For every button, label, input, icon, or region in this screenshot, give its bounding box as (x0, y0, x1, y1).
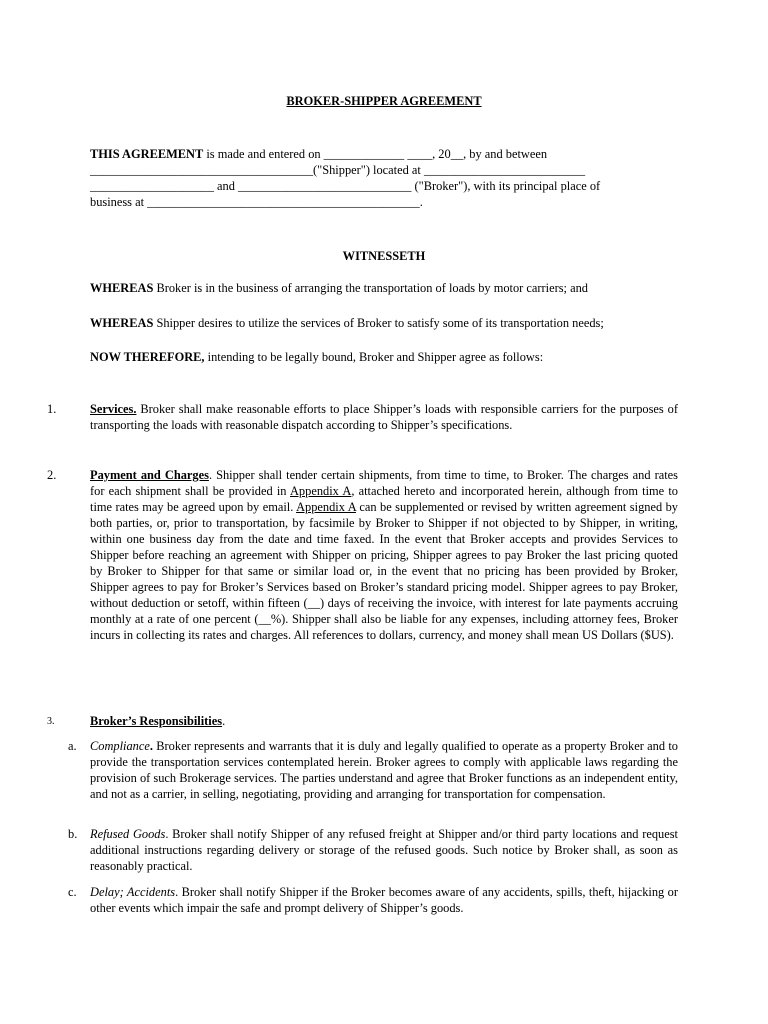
whereas-clause-1 (90, 280, 690, 296)
subsection-c-delay-accidents (90, 884, 678, 916)
section-2-number: 2. (47, 468, 57, 482)
section-3-heading-end: . (222, 714, 226, 728)
section-3-heading-line (90, 713, 678, 729)
subsection-b-refused-goods (90, 826, 678, 874)
intro-line-3: ____________________ and ____________________________ ("Broker"), with its principal place of (90, 179, 601, 193)
section-2-text-c: can be supplemented or revised by written agreement signed by both parties, or, prior to transportation, by facsimile by Broker to Shipper if not objected to by Shipper, in writing, within one business day from the date and time faxed. In the event that Broker accepts and provides Services to Shipper before reaching an agreement with Shipper on pricing, Shipper agrees to pay Broker the last pricing quoted by Broker to Shipper for that same or similar load or, in the event that no pricing has been provided by Broker, Shipper agrees to pay for Broker’s Services based on Broker’s standard pricing model. Shipper agrees to pay Broker, without deduction or setoff, within fifteen (__) days of receiving the invoice, with interest for late payments accruing monthly at a rate of one percent (__%). Shipper shall also be liable for any expenses, including attorney fees, Broker incurs in collecting its rates and charges. All references to dollars, currency, and money shall mean US Dollars ($US). (90, 500, 678, 642)
witnesseth-heading: WITNESSETH (342, 249, 426, 263)
section-1-text: Broker shall make reasonable efforts to place Shipper’s loads with responsible carriers for the purposes of transporting the loads with reasonable dispatch according to Shipper’s specifications. (90, 402, 678, 432)
subsection-a-compliance (90, 738, 678, 802)
subsection-b-title: Refused Goods (90, 827, 166, 841)
subsection-a-text: Broker represents and warrants that it is duly and legally qualified to operate as a property Broker and to provide the transportation services contemplated herein. Broker agrees to comply with applicable laws regarding the provision of such Brokerage services. The parties understand and agree that Broker functions as an independent entity, and not as a carrier, in selling, negotiating, providing and arranging for transportation for compensation. (90, 739, 678, 801)
section-1-heading: Services. (90, 402, 137, 416)
subsection-b-letter: b. (68, 827, 78, 841)
intro-lead: THIS AGREEMENT (90, 147, 204, 161)
section-3-number: 3. (47, 716, 55, 727)
appendix-a-reference-1: Appendix A (289, 484, 352, 498)
intro-line-1 (90, 146, 680, 162)
section-1-services (90, 401, 678, 433)
subsection-c-letter: c. (68, 885, 77, 899)
whereas-2-text: Shipper desires to utilize the services of Broker to satisfy some of its transportation needs; (153, 316, 604, 330)
whereas-2-lead: WHEREAS (90, 316, 154, 330)
now-therefore-lead: NOW THEREFORE, (90, 350, 205, 364)
intro-line-4: business at ____________________________________________. (90, 195, 423, 209)
subsection-c-title: Delay; Accidents (90, 885, 176, 899)
now-therefore-text: intending to be legally bound, Broker and Shipper agree as follows: (204, 350, 544, 364)
intro-line-2: ____________________________________("Shipper") located at __________________________ (90, 163, 586, 177)
subsection-b-text: . Broker shall notify Shipper of any refused freight at Shipper and/or third party locations and request additional instructions regarding delivery or storage of the refused goods. Such notice by Broker shall, as soon as reasonably practical. (90, 827, 678, 873)
document-title: BROKER-SHIPPER AGREEMENT (286, 94, 482, 108)
subsection-c-text: . Broker shall notify Shipper if the Broker becomes aware of any accidents, spills, theft, hijacking or other events which impair the safe and prompt delivery of Shipper’s goods. (90, 885, 678, 915)
section-2-payment (90, 467, 678, 643)
section-3-heading: Broker’s Responsibilities (90, 714, 223, 728)
whereas-1-text: Broker is in the business of arranging the transportation of loads by motor carriers; and (153, 281, 588, 295)
subsection-a-title: Compliance (90, 739, 150, 753)
section-2-text-a: . Shipper shall tender certain shipments, from time to time, to Broker. The charges and rates for each shipment shall be provided in (90, 468, 679, 498)
subsection-a-title-end: . (149, 739, 153, 753)
section-1-number: 1. (47, 402, 57, 416)
section-2-text-b: , attached hereto and incorporated herein, although from time to time rates may be agreed upon by email. (90, 484, 678, 514)
now-therefore-clause (90, 349, 690, 365)
whereas-1-lead: WHEREAS (90, 281, 154, 295)
subsection-a-letter: a. (68, 739, 77, 753)
intro-line-1-rest: is made and entered on _____________ ____, 20__, by and between (203, 147, 548, 161)
whereas-clause-2 (90, 315, 690, 331)
appendix-a-reference-2: Appendix A (296, 500, 356, 514)
section-2-heading: Payment and Charges (90, 468, 209, 482)
intro-paragraph (90, 146, 680, 210)
